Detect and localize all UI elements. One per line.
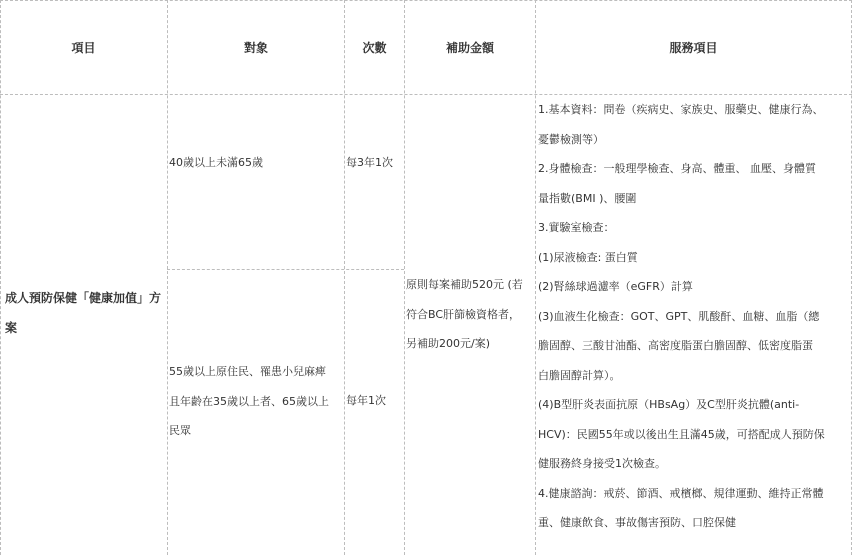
header-subsidy: 補助金額 <box>445 40 494 55</box>
subsidy-line: 原則每案補助520元 (若 <box>406 278 523 291</box>
program-name <box>5 284 167 343</box>
service-line: 4.健康諮詢：戒菸、節酒、戒檳榔、規律運動、維持正常體 <box>538 486 824 500</box>
service-line: 重、健康飲食、事故傷害預防、口腔保健 <box>538 516 736 529</box>
service-line: 1.基本資料：問卷（疾病史、家族史、服藥史、健康行為、 <box>538 103 824 116</box>
service-line: 量指數(BMI )、腰圍 <box>538 191 637 205</box>
target-line: 40歲以上未滿65歲 <box>169 156 263 169</box>
row-divider <box>167 269 404 270</box>
frequency-cell: 每年1次 <box>346 394 386 407</box>
service-line: 膽固醇、三酸甘油酯、高密度脂蛋白膽固醇、低密度脂蛋 <box>538 339 813 352</box>
service-line: 3.實驗室檢查： <box>538 221 615 234</box>
service-line: 憂鬱檢測等） <box>538 132 604 146</box>
header-item: 項目 <box>71 40 96 55</box>
service-line: (4)B型肝炎表面抗原（HBsAg）及C型肝炎抗體(anti- <box>538 398 800 411</box>
service-line: 白膽固醇計算）。 <box>538 368 621 382</box>
target-line: 民眾 <box>169 424 191 437</box>
service-line: 健服務終身接受1次檢查。 <box>538 457 666 470</box>
header-services: 服務項目 <box>669 40 718 55</box>
service-line: HCV)：民國55年或以後出生且滿45歲，可搭配成人預防保 <box>538 427 825 441</box>
target-cell <box>169 148 344 178</box>
service-line: (3)血液生化檢查：GOT、GPT、肌酸酐、血糖、血脂（總 <box>538 309 820 323</box>
header-frequency: 次數 <box>362 40 387 55</box>
program-name-line: 成人預防保健「健康加值」方 <box>5 291 162 305</box>
subsidy-line: 符合BC肝篩檢資格者， <box>406 307 521 321</box>
program-name-line: 案 <box>5 320 18 335</box>
service-line: (1)尿液檢查: 蛋白質 <box>538 250 638 264</box>
target-cell <box>169 357 344 446</box>
service-line: 2.身體檢查：一般理學檢查、身高、體重、 血壓、身體質 <box>538 162 816 175</box>
services-cell <box>538 95 851 538</box>
frequency-cell: 每3年1次 <box>346 156 393 169</box>
target-line: 55歲以上原住民、罹患小兒麻痺 <box>169 365 326 378</box>
service-line: (2)腎絲球過濾率（eGFR）計算 <box>538 280 693 293</box>
subsidy-cell <box>406 270 535 359</box>
target-line: 且年齡在35歲以上者、65歲以上 <box>169 394 329 408</box>
header-target: 對象 <box>243 40 268 55</box>
subsidy-line: 另補助200元/案) <box>406 337 490 350</box>
